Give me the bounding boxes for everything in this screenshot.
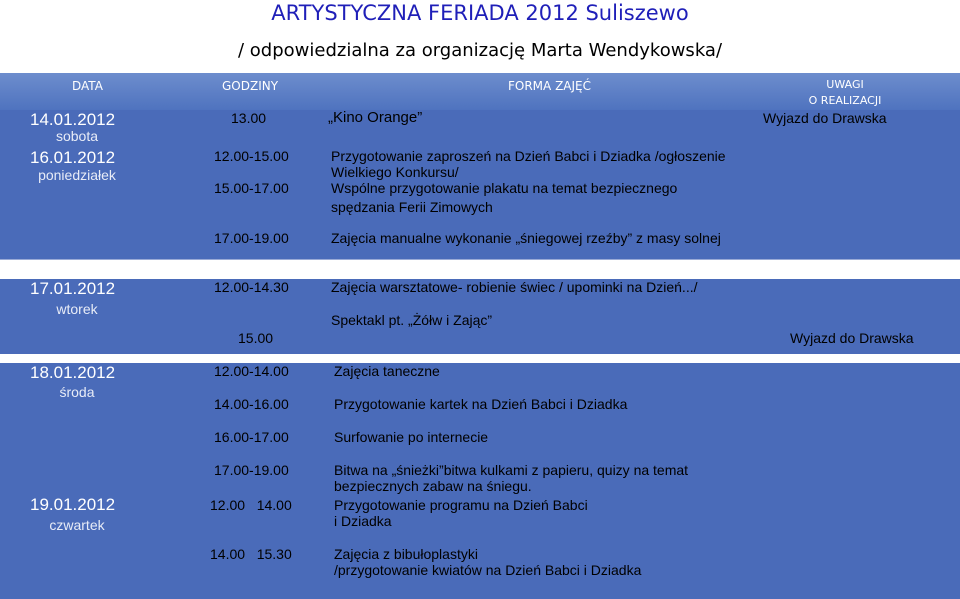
page-subtitle: / odpowiedzialna za organizację Marta Wendykowska/ [237, 40, 723, 61]
time-12-14: 12.00-14.00 [214, 363, 289, 379]
desc-rzezba: Zajęcia manualne wykonanie „śniegowej rzeźby” z masy solnej [331, 230, 721, 246]
time-16-17: 16.00-17.00 [214, 429, 289, 445]
remark-wyjazd-2: Wyjazd do Drawska [790, 330, 914, 346]
desc-plakat-1: Wspólne przygotowanie plakatu na temat bezpiecznego [331, 180, 678, 196]
time-15-17: 15.00-17.00 [214, 180, 289, 196]
desc-taneczne: Zajęcia taneczne [334, 363, 440, 379]
page-title: ARTYSTYCZNA FERIADA 2012 Suliszewo [271, 1, 689, 25]
desc-plakat-2: spędzania Ferii Zimowych [331, 199, 493, 215]
day-sobota: sobota [55, 128, 99, 144]
desc-program-2: i Dziadka [334, 513, 392, 529]
date-19-01: 19.01.2012 [30, 495, 116, 514]
desc-bitwa-1: Bitwa na „śnieżki”bitwa kulkami z papieru, quizy na temat [334, 462, 689, 478]
desc-zaproszenia-2: Wielkiego Konkursu/ [331, 164, 459, 180]
desc-bibuloplastyka-2: /przygotowanie kwiatów na Dzień Babci i Dziadka [334, 562, 642, 578]
time-17-19b: 17.00-19.00 [214, 462, 289, 478]
time-12-15: 12.00-15.00 [214, 148, 289, 164]
day-czwartek: czwartek [49, 517, 105, 533]
desc-spektakl: Spektakl pt. „Żółw i Zając” [331, 312, 493, 328]
time-12-1400: 12.00 14.00 [210, 497, 292, 513]
desc-kartki: Przygotowanie kartek na Dzień Babci i Dziadka [334, 396, 628, 412]
time-14-1530: 14.00 15.30 [210, 546, 292, 562]
header-data: DATA [72, 79, 103, 93]
header-uwagi: UWAGI O REALIZACJI [808, 78, 882, 107]
date-18-01: 18.01.2012 [30, 363, 116, 382]
remark-wyjazd-1: Wyjazd do Drawska [763, 110, 887, 126]
time-15-00: 15.00 [238, 330, 274, 346]
date-14-01: 14.01.2012 [30, 110, 116, 129]
day-poniedzialek: poniedziałek [38, 167, 116, 183]
desc-program-1: Przygotowanie programu na Dzień Babci [334, 497, 588, 513]
header-godziny: GODZINY [222, 79, 279, 93]
desc-kino-orange: „Kino Orange” [328, 109, 423, 126]
time-17-19: 17.00-19.00 [214, 230, 289, 246]
desc-swiece: Zajęcia warsztatowe- robienie świec / upominki na Dzień.../ [331, 279, 698, 295]
desc-internet: Surfowanie po internecie [334, 429, 489, 445]
header-forma: FORMA ZAJĘĆ [508, 79, 591, 93]
date-16-01: 16.01.2012 [30, 148, 116, 167]
day-wtorek: wtorek [56, 301, 98, 317]
time-12-1430: 12.00-14.30 [214, 279, 289, 295]
date-17-01: 17.01.2012 [30, 279, 116, 298]
desc-bitwa-2: bezpiecznych zabaw na śniegu. [334, 478, 532, 494]
time-14-16: 14.00-16.00 [214, 396, 289, 412]
table-header [0, 73, 960, 110]
desc-zaproszenia-1: Przygotowanie zaproszeń na Dzień Babci i Dziadka /ogłoszenie [331, 148, 726, 164]
divider [0, 259, 960, 260]
time-13-00: 13.00 [231, 110, 267, 126]
day-sroda: środa [59, 384, 95, 400]
desc-bibuloplastyka-1: Zajęcia z bibułoplastyki [334, 546, 478, 562]
